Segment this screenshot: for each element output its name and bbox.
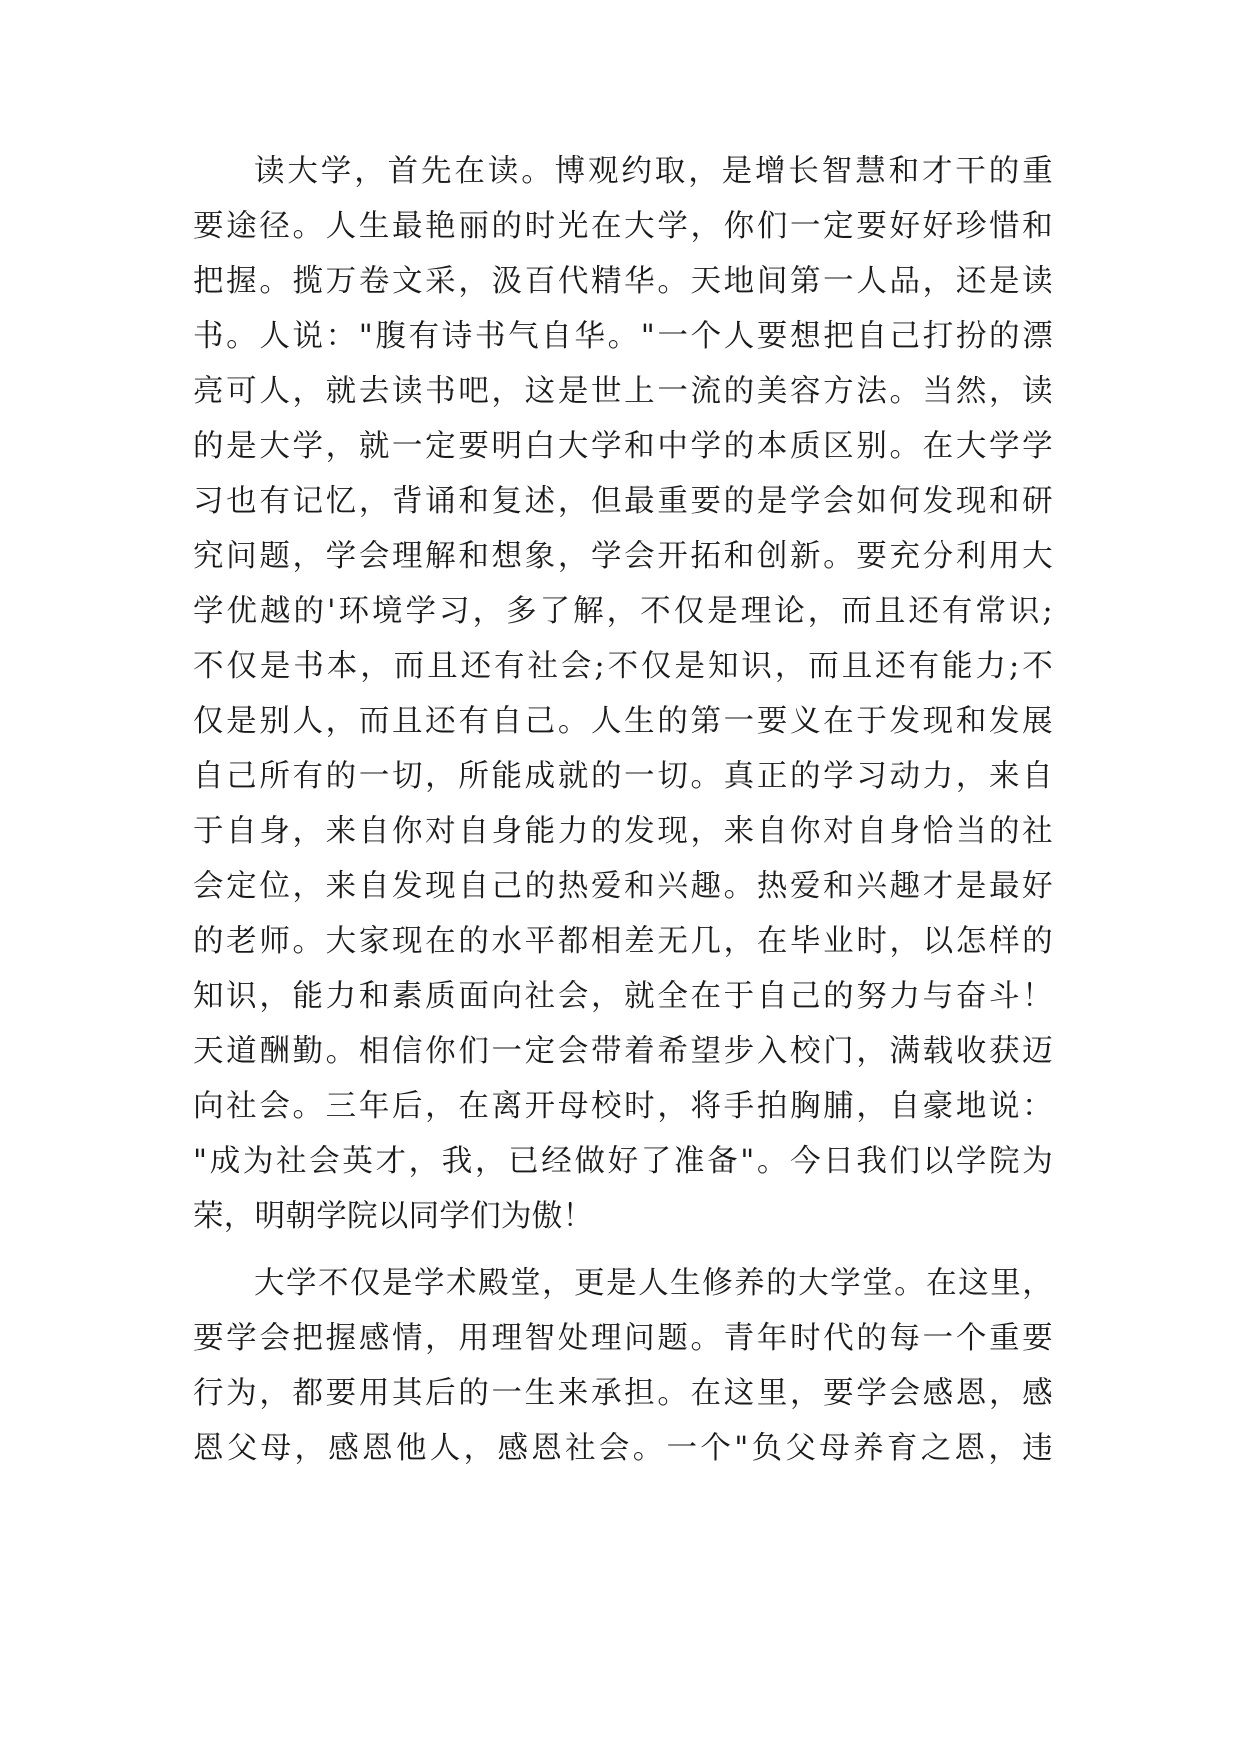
paragraph-2-line: 要学会把握感情，用理智处理问题。青年时代的每一个重要: [193, 1321, 1053, 1356]
paragraph-1-line: 书。人说："腹有诗书气自华。"一个人要想把自己打扮的漂: [193, 319, 1053, 354]
paragraph-1-line: 习也有记忆，背诵和复述，但最重要的是学会如何发现和研: [193, 484, 1053, 519]
paragraph-1-line: 荣，明朝学院以同学们为傲！: [193, 1199, 594, 1234]
paragraph-1-line: 于自身，来自你对自身能力的发现，来自你对自身恰当的社: [193, 814, 1053, 849]
paragraph-1-line: 读大学，首先在读。博观约取，是增长智慧和才干的重: [254, 154, 1053, 189]
paragraph-2-line: 行为，都要用其后的一生来承担。在这里，要学会感恩，感: [193, 1376, 1053, 1411]
paragraph-1-line: 仅是别人，而且还有自己。人生的第一要义在于发现和发展: [193, 704, 1053, 739]
paragraph-1-line: 究问题，学会理解和想象，学会开拓和创新。要充分利用大: [193, 539, 1053, 574]
paragraph-1-line: 天道酬勤。相信你们一定会带着希望步入校门，满载收获迈: [193, 1034, 1053, 1069]
paragraph-1-line: 会定位，来自发现自己的热爱和兴趣。热爱和兴趣才是最好: [193, 869, 1053, 904]
paragraph-1-line: 的老师。大家现在的水平都相差无几，在毕业时，以怎样的: [193, 924, 1053, 959]
paragraph-1-line: 亮可人，就去读书吧，这是世上一流的美容方法。当然，读: [193, 374, 1053, 409]
paragraph-1-line: 自己所有的一切，所能成就的一切。真正的学习动力，来自: [193, 759, 1053, 794]
paragraph-2-line: 恩父母，感恩他人，感恩社会。一个"负父母养育之恩，违: [193, 1431, 1053, 1466]
paragraph-1-line: "成为社会英才，我，已经做好了准备"。今日我们以学院为: [193, 1144, 1053, 1179]
paragraph-1-line: 向社会。三年后，在离开母校时，将手拍胸脯，自豪地说：: [193, 1089, 1053, 1124]
paragraph-1-line: 把握。揽万卷文采，汲百代精华。天地间第一人品，还是读: [193, 264, 1053, 299]
paragraph-1-line: 的是大学，就一定要明白大学和中学的本质区别。在大学学: [193, 429, 1053, 464]
paragraph-2-line: 大学不仅是学术殿堂，更是人生修养的大学堂。在这里，: [254, 1266, 1053, 1301]
paragraph-1-line: 知识，能力和素质面向社会，就全在于自己的努力与奋斗！: [193, 979, 1053, 1014]
paragraph-1-line: 学优越的'环境学习，多了解，不仅是理论，而且还有常识;: [193, 594, 1053, 629]
paragraph-1-line: 要途径。人生最艳丽的时光在大学，你们一定要好好珍惜和: [193, 209, 1053, 244]
paragraph-1-line: 不仅是书本，而且还有社会;不仅是知识，而且还有能力;不: [193, 649, 1053, 684]
